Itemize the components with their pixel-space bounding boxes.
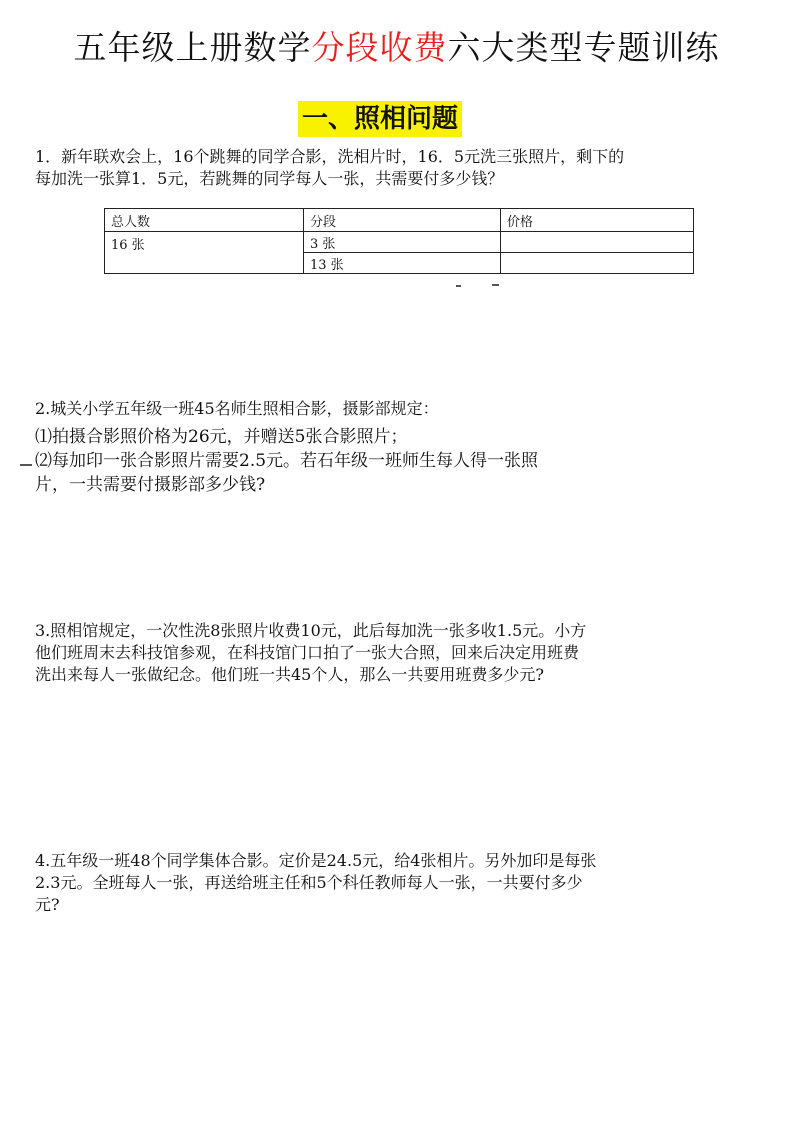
section-heading: 一、照相问题 xyxy=(298,101,462,137)
cell-total: 16 张 xyxy=(105,232,304,274)
question-2-line-1: 2.城关小学五年级一班45名师生照相合影，摄影部规定： xyxy=(35,399,439,418)
cell-price-1 xyxy=(501,232,694,253)
scan-mark xyxy=(492,284,499,286)
question-1-line-2: 每加洗一张算1．5元，若跳舞的同学每人一张，共需要付多少钱？ xyxy=(35,169,504,188)
cell-segment-1: 3 张 xyxy=(304,232,501,253)
cell-segment-2: 13 张 xyxy=(304,253,501,274)
question-1 xyxy=(35,146,624,190)
question-2-line-2: ⑴拍摄合影照价格为26元，并赠送5张合影照片； xyxy=(35,427,408,447)
question-3-line-1: 3.照相馆规定，一次性洗8张照片收费10元，此后每加洗一张多收1.5元。小方 xyxy=(35,621,587,640)
header-price: 价格 xyxy=(501,209,694,232)
question-2-line-3: ⑵每加印一张合影照片需要2.5元。若石年级一班师生每人得一张照 xyxy=(35,451,539,471)
title-prefix: 五年级上册数学 xyxy=(73,28,312,67)
question-4-line-1: 4.五年级一班48个同学集体合影。定价是24.5元，给4张相片。另外加印是每张 xyxy=(35,851,597,870)
question-1-line-1: 1．新年联欢会上，16个跳舞的同学合影，洗相片时，16．5元洗三张照片，剩下的 xyxy=(35,147,625,166)
question-2 xyxy=(35,398,538,497)
title-suffix: 六大类型专题训练 xyxy=(447,28,720,67)
header-segment: 分段 xyxy=(304,209,501,232)
cell-price-2 xyxy=(501,253,694,274)
question-4 xyxy=(35,850,596,916)
table-row xyxy=(105,232,694,253)
header-total: 总人数 xyxy=(105,209,304,232)
scan-mark xyxy=(456,285,461,287)
segment-table xyxy=(104,208,694,274)
title-highlight: 分段收费 xyxy=(311,28,448,67)
scan-mark xyxy=(20,464,32,466)
question-2-line-4: 片，一共需要付摄影部多少钱? xyxy=(35,475,266,495)
question-4-line-2: 2.3元。全班每人一张，再送给班主任和5个科任教师每人一张，一共要付多少 xyxy=(35,873,583,892)
page-title xyxy=(0,22,793,69)
question-3 xyxy=(35,620,586,686)
table-header-row xyxy=(105,209,694,232)
question-3-line-2: 他们班周末去科技馆参观，在科技馆门口拍了一张大合照，回来后决定用班费 xyxy=(35,643,580,662)
question-4-line-3: 元? xyxy=(35,895,60,914)
question-3-line-3: 洗出来每人一张做纪念。他们班一共45个人，那么一共要用班费多少元? xyxy=(35,665,544,684)
